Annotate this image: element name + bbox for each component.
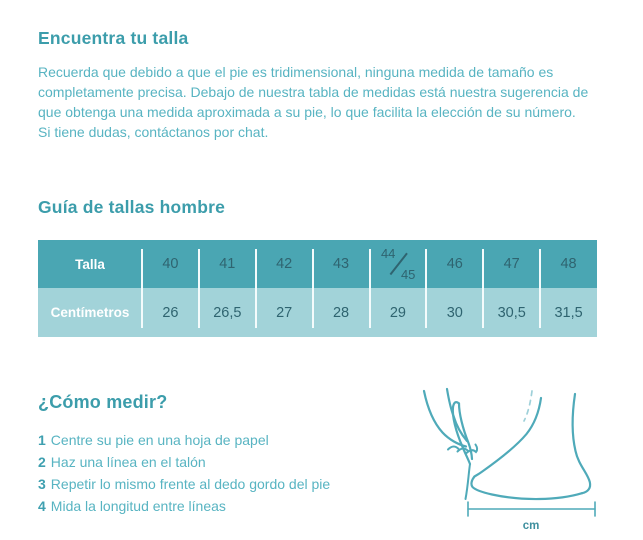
- sole-line: [471, 477, 582, 500]
- find-size-title: Encuentra tu talla: [38, 28, 189, 48]
- size-44: 44: [380, 246, 396, 261]
- cm-cell: 27: [256, 288, 313, 337]
- cm-cell: 26: [142, 288, 199, 337]
- size-cell: 43: [313, 240, 370, 288]
- intro-line: Si tiene dudas, contáctanos por chat.: [38, 124, 269, 140]
- size-cell: 40: [142, 240, 199, 288]
- arm-inner-line: [447, 389, 454, 416]
- cm-cell: 30: [426, 288, 483, 337]
- ankle-dashed-line: [524, 391, 532, 421]
- intro-line: que obtenga una medida aproximada a su pie, lo que facilita la elección de su número.: [38, 104, 576, 120]
- row-header-centimetros: Centímetros: [50, 305, 130, 320]
- step-number: 4: [38, 498, 46, 514]
- leg-heel-line: [573, 394, 591, 493]
- finger-line: [448, 447, 459, 450]
- how-to-measure-title: ¿Cómo medir?: [38, 392, 168, 412]
- step-text: Centre su pie en una hoja de papel: [50, 432, 269, 448]
- step-number: 1: [38, 432, 46, 448]
- foot-measurement-illustration: [420, 386, 610, 538]
- cm-cell: 31,5: [540, 288, 597, 337]
- step-number: 2: [38, 454, 46, 470]
- size-cell-44-45: [370, 240, 427, 288]
- intro-paragraph: [38, 62, 633, 142]
- intro-line: completamente precisa. Debajo de nuestra tabla de medidas está nuestra sugerencia de: [38, 84, 589, 100]
- size-cell: 41: [199, 240, 256, 288]
- size-cell: 48: [540, 240, 597, 288]
- intro-line: Recuerda que debido a que el pie es tridimensional, ninguna medida de tamaño es: [38, 64, 554, 80]
- cm-cell: 29: [370, 288, 427, 337]
- step-text: Mida la longitud entre líneas: [50, 498, 226, 514]
- size-cell: 42: [256, 240, 313, 288]
- instep-line: [475, 398, 542, 477]
- size-row: [38, 240, 597, 288]
- pencil-left-edge: [453, 407, 470, 464]
- step-item: [38, 495, 330, 517]
- size-table: [38, 240, 597, 337]
- cm-cell: 30,5: [483, 288, 540, 337]
- step-item: [38, 473, 330, 495]
- size-guide-title: Guía de tallas hombre: [38, 197, 226, 217]
- row-header-talla: Talla: [75, 256, 105, 272]
- step-item: [38, 451, 330, 473]
- cm-cell: 28: [313, 288, 370, 337]
- measuring-steps: [38, 429, 330, 517]
- step-item: [38, 429, 330, 451]
- size-45: 45: [400, 267, 416, 282]
- pencil-mark-line: [466, 464, 471, 499]
- step-text: Haz una línea en el talón: [50, 454, 206, 470]
- step-number: 3: [38, 476, 46, 492]
- size-cell: 47: [483, 240, 540, 288]
- centimeters-row: [38, 288, 597, 337]
- cm-cell: 26,5: [199, 288, 256, 337]
- step-text: Repetir lo mismo frente al dedo gordo del pie: [50, 476, 331, 492]
- cm-label: cm: [522, 520, 540, 532]
- size-cell: 46: [426, 240, 483, 288]
